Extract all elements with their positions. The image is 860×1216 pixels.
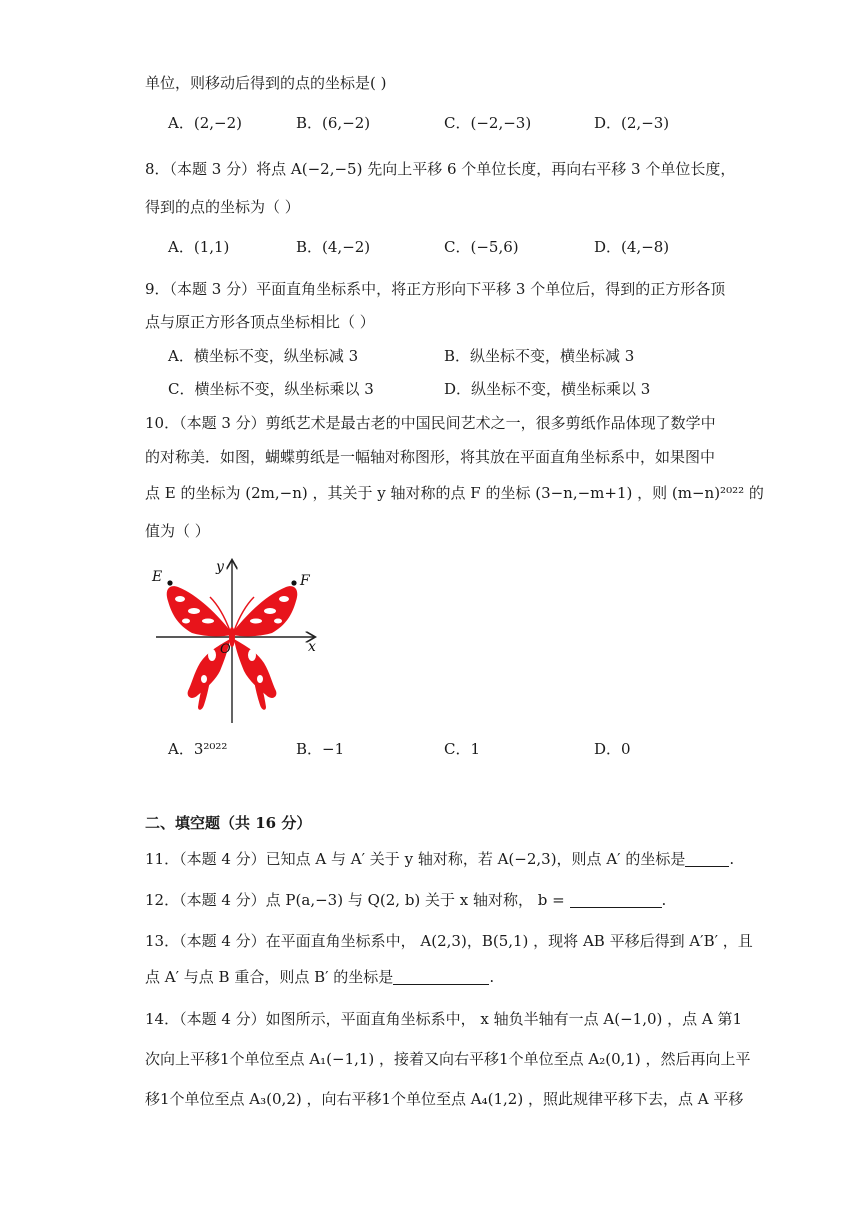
q14-line-3: 移1个单位至点 A₃(0,2) ，向右平移1个单位至点 A₄(1,2) ，照此规律平移下去，点 A 平移: [145, 1090, 744, 1108]
q8-option-b: B．(4,−2): [296, 238, 371, 256]
label-f: F: [300, 573, 310, 589]
q9-option-b: B．纵坐标不变，横坐标减 3: [444, 347, 635, 365]
q12-line: [145, 889, 666, 910]
q10-option-d: D．0: [594, 740, 631, 758]
q8-option-c: C．(−5,6): [444, 238, 519, 256]
q14-line-1: 14．（本题 4 分）如图所示，平面直角坐标系中， x 轴负半轴有一点 A(−1,0) ，点 A 第1: [145, 1010, 743, 1028]
q9-line-2: 点与原正方形各顶点坐标相比（ ）: [145, 313, 375, 331]
q10-option-a: A．3²⁰²²: [168, 740, 228, 758]
q13-answer-blank[interactable]: [393, 968, 489, 985]
q7-option-d: D．(2,−3): [594, 114, 670, 132]
q11-line: [145, 848, 734, 869]
q7-text: 单位，则移动后得到的点的坐标是( ): [145, 74, 387, 92]
q11-answer-blank[interactable]: [685, 850, 729, 867]
q11-end: .: [729, 850, 735, 868]
q10-line-1: 10．（本题 3 分）剪纸艺术是最古老的中国民间艺术之一，很多剪纸作品体现了数学中: [145, 414, 716, 432]
q10-line-4: 值为（ ）: [145, 522, 210, 540]
q8-option-d: D．(4,−8): [594, 238, 670, 256]
q9-line-1: 9．（本题 3 分）平面直角坐标系中，将正方形向下平移 3 个单位后，得到的正方形各顶: [145, 280, 726, 298]
q12-text: 12．（本题 4 分）点 P(a,−3) 与 Q(2, b) 关于 x 轴对称， b =: [145, 891, 565, 909]
label-y: y: [216, 559, 224, 575]
q9-option-c: C．横坐标不变，纵坐标乘以 3: [168, 380, 374, 398]
q14-line-2: 次向上平移1个单位至点 A₁(−1,1) ，接着又向右平移1个单位至点 A₂(0,1) ，然后再向上平: [145, 1050, 751, 1068]
q13-text: 点 A′ 与点 B 重合，则点 B′ 的坐标是: [145, 968, 394, 986]
q9-option-a: A．横坐标不变，纵坐标减 3: [168, 347, 359, 365]
q9-option-d: D．纵坐标不变，横坐标乘以 3: [444, 380, 651, 398]
q13-line-2: [145, 966, 494, 987]
q8-line-1: 8．（本题 3 分）将点 A(−2,−5) 先向上平移 6 个单位长度，再向右平移 3 个单位长度，: [145, 160, 736, 178]
q12-answer-blank[interactable]: [570, 891, 662, 908]
q10-option-c: C．1: [444, 740, 481, 758]
q13-end: .: [489, 968, 495, 986]
q7-option-c: C．(−2,−3): [444, 114, 532, 132]
label-x: x: [308, 639, 316, 655]
label-e: E: [152, 569, 163, 585]
q7-option-b: B．(6,−2): [296, 114, 371, 132]
q12-end: .: [661, 891, 667, 909]
q10-line-3: 点 E 的坐标为 (2m,−n) ，其关于 y 轴对称的点 F 的坐标 (3−n,−m+1) ，则 (m−n)²⁰²² 的: [145, 484, 764, 502]
point-e: [167, 580, 172, 585]
q10-option-b: B．−1: [296, 740, 345, 758]
butterfly-figure: [148, 555, 323, 725]
q7-option-a: A．(2,−2): [168, 114, 242, 132]
section-title: 二、填空题（共 16 分）: [145, 814, 312, 832]
q8-option-a: A．(1,1): [168, 238, 230, 256]
q13-line-1: 13．（本题 4 分）在平面直角坐标系中， A(2,3)，B(5,1) ，现将 AB 平移后得到 A′B′ ，且: [145, 932, 753, 950]
q10-line-2: 的对称美．如图，蝴蝶剪纸是一幅轴对称图形，将其放在平面直角坐标系中，如果图中: [145, 448, 716, 466]
q11-text: 11．（本题 4 分）已知点 A 与 A′ 关于 y 轴对称，若 A(−2,3)，则点 A′ 的坐标是: [145, 850, 686, 868]
q8-line-2: 得到的点的坐标为（ ）: [145, 198, 300, 216]
label-o: O: [220, 642, 231, 657]
point-f: [291, 580, 296, 585]
